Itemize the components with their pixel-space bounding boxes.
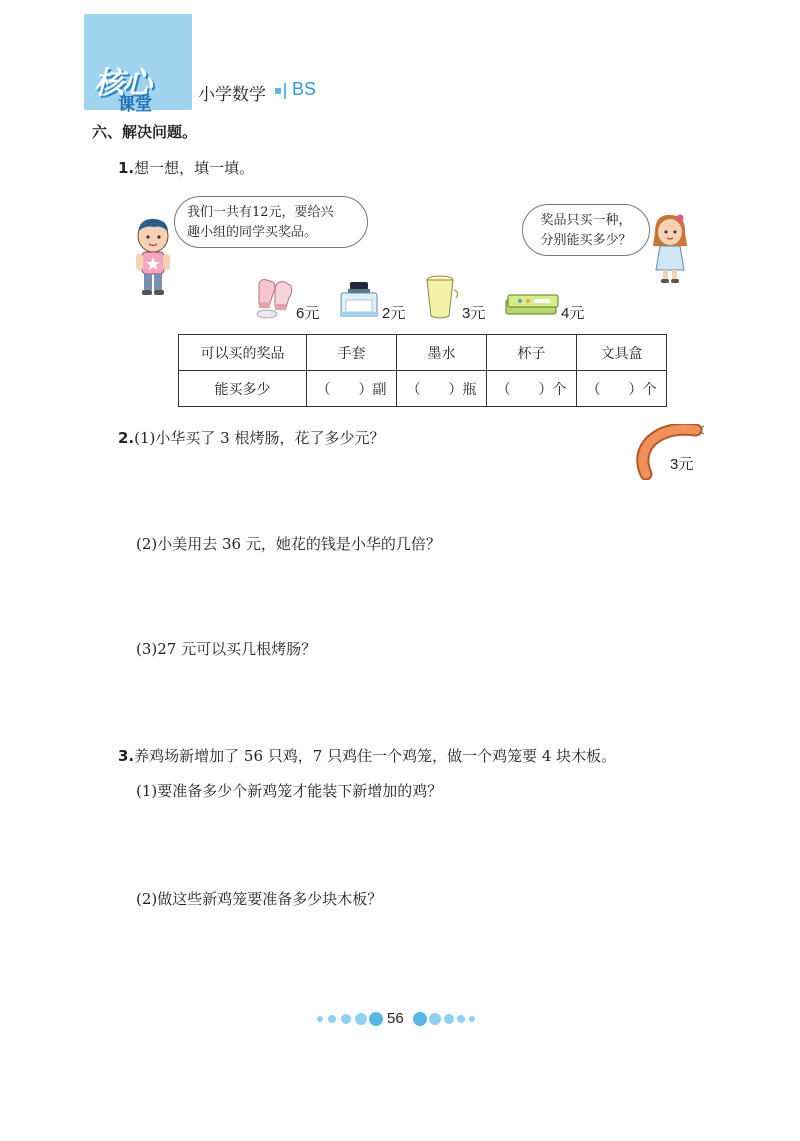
table-cell: 手套 bbox=[307, 335, 397, 371]
question-part: (1)要准备多少个新鸡笼才能装下新增加的鸡？ bbox=[136, 782, 443, 800]
logo-subtitle: 课堂 bbox=[118, 95, 152, 115]
question-number: 2. bbox=[118, 429, 135, 447]
footer-dot bbox=[317, 1016, 323, 1022]
item-price: 6元 bbox=[296, 305, 320, 322]
ink-bottle-icon bbox=[338, 280, 380, 320]
boy-speech-bubble bbox=[174, 196, 368, 248]
page-number: 56 bbox=[387, 1010, 404, 1027]
table-cell: 杯子 bbox=[487, 335, 577, 371]
answer-blank[interactable]: （ ）个 bbox=[577, 371, 667, 407]
separator-dot bbox=[275, 88, 281, 94]
girl-icon bbox=[650, 212, 690, 284]
footer-dot bbox=[369, 1012, 383, 1026]
answer-blank[interactable]: （ ）副 bbox=[307, 371, 397, 407]
question-instruction: 想一想，填一填。 bbox=[134, 159, 255, 177]
footer-dot bbox=[457, 1015, 465, 1023]
table-cell: 文具盒 bbox=[577, 335, 667, 371]
answer-blank[interactable]: （ ）个 bbox=[487, 371, 577, 407]
cup-icon bbox=[424, 274, 460, 320]
question-number: 3. bbox=[118, 747, 135, 765]
question-part: (1)小华买了 3 根烤肠，花了多少元？ bbox=[134, 429, 385, 447]
answer-blank[interactable]: （ ）瓶 bbox=[397, 371, 487, 407]
item-price: 2元 bbox=[382, 305, 406, 322]
subject-label: 小学数学 bbox=[198, 85, 266, 105]
speech-line: 奖品只买一种， bbox=[540, 213, 632, 228]
question-1 bbox=[118, 157, 254, 178]
footer-dot bbox=[444, 1014, 454, 1024]
item-price: 3元 bbox=[462, 305, 486, 322]
question-3 bbox=[118, 745, 616, 766]
edition-label: BS bbox=[292, 79, 317, 99]
footer-dot bbox=[429, 1013, 441, 1025]
separator-bar bbox=[284, 83, 286, 99]
speech-line: 分别能买多少？ bbox=[540, 233, 632, 248]
question-part: (3)27 元可以买几根烤肠？ bbox=[136, 640, 317, 658]
question-stem: 养鸡场新增加了 56 只鸡，7 只鸡住一个鸡笼，做一个鸡笼要 4 块木板。 bbox=[134, 747, 617, 765]
pencil-box-icon bbox=[504, 292, 560, 318]
table-row bbox=[179, 335, 667, 371]
speech-line: 趣小组的同学买奖品。 bbox=[187, 225, 318, 240]
boy-icon bbox=[132, 216, 174, 298]
section-title: 六、解决问题。 bbox=[92, 123, 198, 141]
girl-speech-bubble bbox=[522, 204, 650, 256]
table-row-header: 能买多少 bbox=[179, 371, 307, 407]
footer-dot bbox=[413, 1012, 427, 1026]
question-part: (2)做这些新鸡笼要准备多少块木板？ bbox=[136, 890, 383, 908]
table-row bbox=[179, 371, 667, 407]
table-cell: 墨水 bbox=[397, 335, 487, 371]
gloves-icon bbox=[253, 276, 295, 320]
sausage-price: 3元 bbox=[670, 456, 694, 473]
footer-dot bbox=[328, 1015, 336, 1023]
footer-dot bbox=[341, 1014, 351, 1024]
question-number: 1. bbox=[118, 159, 135, 177]
table-row-header: 可以买的奖品 bbox=[179, 335, 307, 371]
footer-dot bbox=[355, 1013, 367, 1025]
speech-line: 我们一共有12元，要给兴 bbox=[187, 205, 334, 220]
footer-dot bbox=[469, 1016, 475, 1022]
question-part: (2)小美用去 36 元，她花的钱是小华的几倍？ bbox=[136, 535, 441, 553]
logo-title: 核心 bbox=[94, 66, 150, 101]
prize-table bbox=[178, 334, 667, 407]
question-2 bbox=[118, 427, 384, 448]
item-price: 4元 bbox=[561, 305, 585, 322]
